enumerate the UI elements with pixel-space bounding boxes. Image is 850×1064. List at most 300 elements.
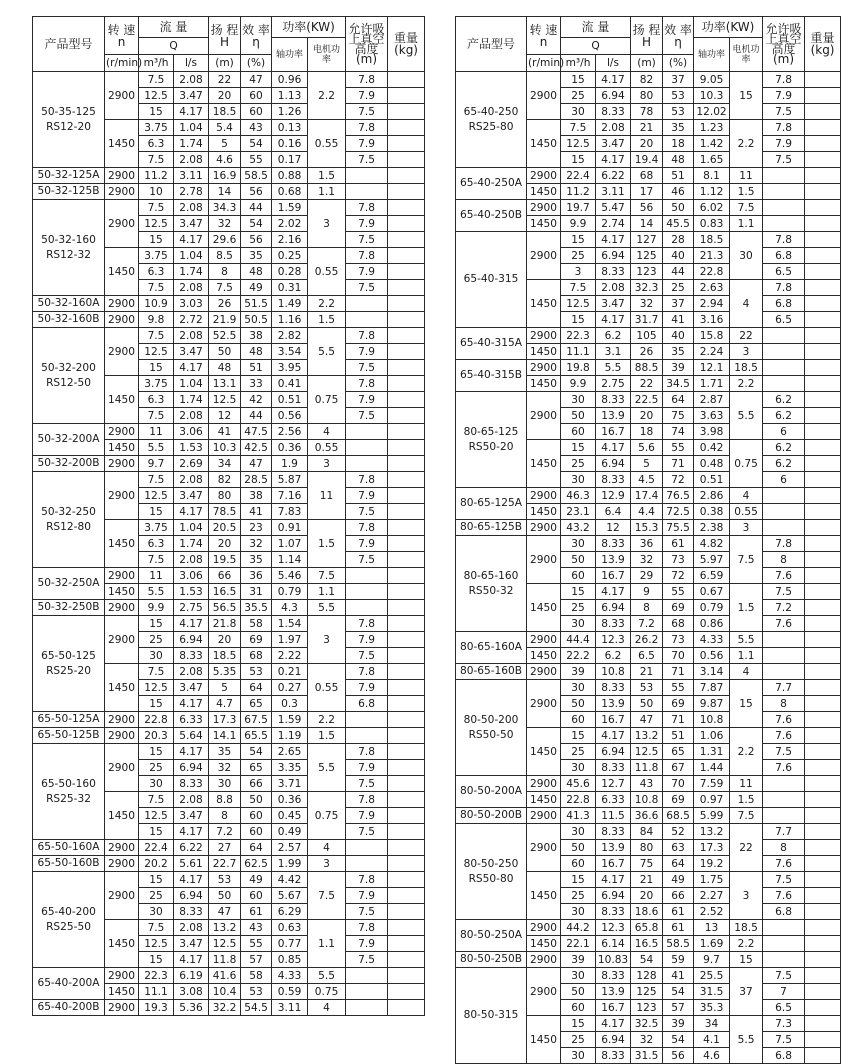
efficiency-cell: 35 bbox=[241, 248, 272, 264]
npsh-cell bbox=[763, 520, 805, 536]
table-row bbox=[33, 456, 425, 472]
speed-cell: 2900 bbox=[527, 392, 561, 440]
flow-ls-cell: 8.33 bbox=[596, 824, 631, 840]
head-cell: 13.2 bbox=[631, 728, 663, 744]
weight-cell bbox=[805, 792, 841, 808]
npsh-cell: 6.2 bbox=[763, 408, 805, 424]
weight-cell bbox=[805, 440, 841, 456]
efficiency-cell: 44 bbox=[663, 264, 694, 280]
npsh-cell: 7.9 bbox=[346, 136, 388, 152]
shaft-power-cell: 2.86 bbox=[694, 488, 730, 504]
speed-cell: 1450 bbox=[527, 280, 561, 328]
motor-power-cell: 15 bbox=[730, 952, 763, 968]
shaft-power-cell: 34 bbox=[694, 1016, 730, 1032]
efficiency-cell: 56 bbox=[241, 184, 272, 200]
npsh-cell bbox=[346, 600, 388, 616]
model-cell: 80-65-125B bbox=[456, 520, 527, 536]
flow-ls-cell: 4.17 bbox=[596, 1016, 631, 1032]
npsh-cell bbox=[346, 312, 388, 328]
npsh-cell bbox=[763, 216, 805, 232]
npsh-cell: 6 bbox=[763, 424, 805, 440]
npsh-cell: 7.6 bbox=[763, 616, 805, 632]
npsh-cell: 7.9 bbox=[346, 344, 388, 360]
shaft-power-cell: 19.2 bbox=[694, 856, 730, 872]
shaft-power-cell: 0.96 bbox=[272, 72, 308, 88]
flow-ls-cell: 8.33 bbox=[174, 904, 209, 920]
head-cell: 18.5 bbox=[209, 104, 241, 120]
head-cell: 41.6 bbox=[209, 968, 241, 984]
head-cell: 47 bbox=[209, 904, 241, 920]
head-cell: 10.4 bbox=[209, 984, 241, 1000]
header-head-unit: (m) bbox=[631, 55, 663, 72]
flow-m3h-cell: 11.1 bbox=[139, 984, 174, 1000]
weight-cell bbox=[805, 632, 841, 648]
efficiency-cell: 54 bbox=[241, 744, 272, 760]
shaft-power-cell: 1.97 bbox=[272, 632, 308, 648]
flow-m3h-cell: 30 bbox=[139, 904, 174, 920]
flow-m3h-cell: 15 bbox=[561, 232, 596, 248]
npsh-cell: 7.8 bbox=[763, 232, 805, 248]
head-cell: 11.8 bbox=[209, 952, 241, 968]
shaft-power-cell: 0.79 bbox=[272, 584, 308, 600]
npsh-cell bbox=[763, 776, 805, 792]
efficiency-cell: 51.5 bbox=[241, 296, 272, 312]
weight-cell bbox=[388, 952, 425, 968]
model-cell: 65-50-125B bbox=[33, 728, 105, 744]
head-cell: 21 bbox=[631, 120, 663, 136]
weight-cell bbox=[388, 600, 425, 616]
model-cell: 65-40-315A bbox=[456, 328, 527, 360]
npsh-cell: 7.5 bbox=[763, 744, 805, 760]
flow-m3h-cell: 12.5 bbox=[139, 216, 174, 232]
head-cell: 20 bbox=[631, 136, 663, 152]
weight-cell bbox=[388, 584, 425, 600]
shaft-power-cell: 3.95 bbox=[272, 360, 308, 376]
motor-power-cell: 3 bbox=[730, 520, 763, 536]
flow-m3h-cell: 11.2 bbox=[561, 184, 596, 200]
header-eff-unit: (%) bbox=[241, 55, 272, 72]
npsh-cell: 7.8 bbox=[346, 472, 388, 488]
head-cell: 80 bbox=[631, 88, 663, 104]
shaft-power-cell: 0.88 bbox=[272, 168, 308, 184]
shaft-power-cell: 25.5 bbox=[694, 968, 730, 984]
shaft-power-cell: 4.33 bbox=[272, 968, 308, 984]
efficiency-cell: 43 bbox=[241, 120, 272, 136]
npsh-cell: 6.5 bbox=[763, 1000, 805, 1016]
npsh-cell: 7.6 bbox=[763, 712, 805, 728]
flow-m3h-cell: 15 bbox=[561, 872, 596, 888]
speed-cell: 1450 bbox=[105, 920, 139, 968]
flow-m3h-cell: 15 bbox=[139, 744, 174, 760]
header-speed-unit: (r/min) bbox=[105, 55, 139, 72]
model-cell: 65-40-315 bbox=[456, 232, 527, 328]
model-cell: 50-32-160A bbox=[33, 296, 105, 312]
flow-m3h-cell: 9.9 bbox=[561, 216, 596, 232]
head-cell: 65.8 bbox=[631, 920, 663, 936]
head-cell: 8 bbox=[209, 264, 241, 280]
npsh-cell: 7.5 bbox=[346, 504, 388, 520]
npsh-cell bbox=[763, 344, 805, 360]
efficiency-cell: 58.5 bbox=[241, 168, 272, 184]
weight-cell bbox=[388, 856, 425, 872]
efficiency-cell: 38 bbox=[241, 488, 272, 504]
weight-cell bbox=[388, 216, 425, 232]
weight-cell bbox=[805, 664, 841, 680]
flow-m3h-cell: 5.5 bbox=[139, 440, 174, 456]
shaft-power-cell: 3.71 bbox=[272, 776, 308, 792]
flow-ls-cell: 6.14 bbox=[596, 936, 631, 952]
shaft-power-cell: 0.59 bbox=[272, 984, 308, 1000]
flow-m3h-cell: 7.5 bbox=[139, 280, 174, 296]
npsh-cell: 6.2 bbox=[763, 440, 805, 456]
efficiency-cell: 54 bbox=[241, 136, 272, 152]
flow-m3h-cell: 22.3 bbox=[561, 328, 596, 344]
flow-m3h-cell: 9.9 bbox=[561, 376, 596, 392]
flow-ls-cell: 2.08 bbox=[174, 920, 209, 936]
head-cell: 82 bbox=[631, 72, 663, 88]
flow-m3h-cell: 9.8 bbox=[139, 312, 174, 328]
flow-m3h-cell: 15 bbox=[561, 72, 596, 88]
efficiency-cell: 53 bbox=[663, 88, 694, 104]
head-cell: 18.6 bbox=[631, 904, 663, 920]
efficiency-cell: 48 bbox=[241, 344, 272, 360]
header-power: 功率(KW) bbox=[694, 17, 763, 38]
header-head bbox=[209, 17, 241, 55]
weight-cell bbox=[805, 248, 841, 264]
flow-m3h-cell: 3 bbox=[561, 264, 596, 280]
speed-cell: 1450 bbox=[105, 440, 139, 456]
flow-m3h-cell: 20.2 bbox=[139, 856, 174, 872]
weight-cell bbox=[805, 1032, 841, 1048]
shaft-power-cell: 5.87 bbox=[272, 472, 308, 488]
flow-m3h-cell: 25 bbox=[139, 888, 174, 904]
weight-cell bbox=[805, 424, 841, 440]
flow-m3h-cell: 60 bbox=[561, 568, 596, 584]
flow-ls-cell: 4.17 bbox=[596, 728, 631, 744]
head-cell: 5.6 bbox=[631, 440, 663, 456]
npsh-cell: 7.8 bbox=[346, 616, 388, 632]
model-cell: 50-32-160B bbox=[33, 312, 105, 328]
efficiency-cell: 40 bbox=[663, 248, 694, 264]
head-cell: 127 bbox=[631, 232, 663, 248]
shaft-power-cell: 3.16 bbox=[694, 312, 730, 328]
model-cell: 50-32-160 RS12-32 bbox=[33, 200, 105, 296]
efficiency-cell: 69 bbox=[241, 632, 272, 648]
flow-ls-cell: 8.33 bbox=[596, 104, 631, 120]
head-cell: 41 bbox=[209, 424, 241, 440]
flow-ls-cell: 3.11 bbox=[596, 184, 631, 200]
head-cell: 7.5 bbox=[209, 280, 241, 296]
npsh-cell: 7.5 bbox=[346, 952, 388, 968]
weight-cell bbox=[805, 216, 841, 232]
npsh-cell: 7.9 bbox=[346, 88, 388, 104]
motor-power-cell: 2.2 bbox=[308, 712, 346, 728]
flow-ls-cell: 2.72 bbox=[174, 312, 209, 328]
shaft-power-cell: 2.63 bbox=[694, 280, 730, 296]
shaft-power-cell: 15.8 bbox=[694, 328, 730, 344]
efficiency-cell: 53 bbox=[241, 984, 272, 1000]
weight-cell bbox=[805, 296, 841, 312]
header-flow-title: 流 量 bbox=[581, 20, 610, 34]
speed-cell: 1450 bbox=[527, 376, 561, 392]
weight-cell bbox=[388, 248, 425, 264]
flow-ls-cell: 6.94 bbox=[174, 888, 209, 904]
speed-cell: 1450 bbox=[527, 120, 561, 168]
efficiency-cell: 37 bbox=[663, 72, 694, 88]
npsh-cell: 7.8 bbox=[763, 120, 805, 136]
table-row bbox=[456, 392, 841, 408]
flow-m3h-cell: 7.5 bbox=[561, 280, 596, 296]
shaft-power-cell: 2.38 bbox=[694, 520, 730, 536]
table-row bbox=[33, 616, 425, 632]
head-cell: 29.6 bbox=[209, 232, 241, 248]
flow-m3h-cell: 60 bbox=[561, 424, 596, 440]
flow-m3h-cell: 25 bbox=[561, 744, 596, 760]
flow-ls-cell: 12.9 bbox=[596, 488, 631, 504]
motor-power-cell: 2.2 bbox=[730, 376, 763, 392]
npsh-cell: 6.5 bbox=[763, 312, 805, 328]
motor-power-cell: 2.2 bbox=[308, 296, 346, 312]
shaft-power-cell: 2.02 bbox=[272, 216, 308, 232]
efficiency-cell: 75 bbox=[663, 408, 694, 424]
flow-m3h-cell: 7.5 bbox=[561, 120, 596, 136]
flow-ls-cell: 13.9 bbox=[596, 840, 631, 856]
shaft-power-cell: 3.11 bbox=[272, 1000, 308, 1016]
speed-cell: 1450 bbox=[105, 984, 139, 1000]
header-head-unit: (m) bbox=[209, 55, 241, 72]
npsh-cell: 7.5 bbox=[763, 872, 805, 888]
weight-cell bbox=[805, 280, 841, 296]
table-body bbox=[33, 72, 425, 1016]
table-header bbox=[456, 17, 841, 72]
flow-ls-cell: 2.08 bbox=[174, 408, 209, 424]
npsh-cell bbox=[346, 584, 388, 600]
flow-ls-cell: 13.9 bbox=[596, 984, 631, 1000]
npsh-cell bbox=[346, 840, 388, 856]
weight-cell bbox=[805, 200, 841, 216]
head-cell: 8.5 bbox=[209, 248, 241, 264]
flow-ls-cell: 4.17 bbox=[174, 744, 209, 760]
flow-ls-cell: 4.17 bbox=[174, 504, 209, 520]
flow-m3h-cell: 23.1 bbox=[561, 504, 596, 520]
weight-cell bbox=[805, 72, 841, 88]
model-cell: 65-50-160A bbox=[33, 840, 105, 856]
speed-cell: 2900 bbox=[105, 728, 139, 744]
flow-ls-cell: 10.83 bbox=[596, 952, 631, 968]
shaft-power-cell: 0.48 bbox=[694, 456, 730, 472]
model-cell: 80-65-125A bbox=[456, 488, 527, 520]
motor-power-cell: 5.5 bbox=[308, 328, 346, 376]
npsh-cell: 6.5 bbox=[763, 264, 805, 280]
head-cell: 36.6 bbox=[631, 808, 663, 824]
weight-cell bbox=[388, 280, 425, 296]
flow-ls-cell: 2.08 bbox=[174, 552, 209, 568]
flow-m3h-cell: 7.5 bbox=[139, 200, 174, 216]
shaft-power-cell: 17.3 bbox=[694, 840, 730, 856]
header-weight-unit: (kg) bbox=[394, 43, 418, 57]
efficiency-cell: 75.5 bbox=[663, 520, 694, 536]
header-head bbox=[631, 17, 663, 55]
speed-cell: 1450 bbox=[527, 504, 561, 520]
flow-ls-cell: 11.5 bbox=[596, 808, 631, 824]
header-efficiency bbox=[241, 17, 272, 55]
motor-power-cell: 37 bbox=[730, 968, 763, 1016]
motor-power-cell: 0.55 bbox=[308, 440, 346, 456]
shaft-power-cell: 1.31 bbox=[694, 744, 730, 760]
head-cell: 20 bbox=[631, 408, 663, 424]
efficiency-cell: 71 bbox=[663, 664, 694, 680]
motor-power-cell: 0.55 bbox=[308, 248, 346, 296]
weight-cell bbox=[805, 264, 841, 280]
model-cell: 80-50-200B bbox=[456, 808, 527, 824]
shaft-power-cell: 12.1 bbox=[694, 360, 730, 376]
npsh-cell: 7.8 bbox=[763, 280, 805, 296]
motor-power-cell: 0.55 bbox=[308, 664, 346, 712]
weight-cell bbox=[805, 984, 841, 1000]
head-cell: 56 bbox=[631, 200, 663, 216]
flow-m3h-cell: 11.2 bbox=[139, 168, 174, 184]
efficiency-cell: 64 bbox=[241, 840, 272, 856]
efficiency-cell: 73 bbox=[663, 632, 694, 648]
shaft-power-cell: 1.69 bbox=[694, 936, 730, 952]
weight-cell bbox=[805, 344, 841, 360]
flow-m3h-cell: 30 bbox=[561, 536, 596, 552]
weight-cell bbox=[805, 360, 841, 376]
flow-ls-cell: 3.08 bbox=[174, 984, 209, 1000]
flow-ls-cell: 8.33 bbox=[596, 536, 631, 552]
weight-cell bbox=[805, 840, 841, 856]
npsh-cell: 7.5 bbox=[763, 1032, 805, 1048]
weight-cell bbox=[805, 680, 841, 696]
flow-ls-cell: 3.47 bbox=[596, 296, 631, 312]
table-row bbox=[456, 536, 841, 552]
npsh-cell bbox=[763, 808, 805, 824]
efficiency-cell: 31 bbox=[241, 584, 272, 600]
shaft-power-cell: 1.07 bbox=[272, 536, 308, 552]
efficiency-cell: 54 bbox=[241, 216, 272, 232]
flow-ls-cell: 3.47 bbox=[174, 88, 209, 104]
weight-cell bbox=[388, 984, 425, 1000]
model-cell: 80-50-200A bbox=[456, 776, 527, 808]
speed-cell: 2900 bbox=[527, 776, 561, 792]
flow-m3h-cell: 19.7 bbox=[561, 200, 596, 216]
header-model: 产品型号 bbox=[456, 17, 527, 72]
motor-power-cell: 0.75 bbox=[730, 440, 763, 488]
shaft-power-cell: 0.67 bbox=[694, 584, 730, 600]
head-cell: 31.7 bbox=[631, 312, 663, 328]
header-flow-unit-m3h: m³/h bbox=[139, 55, 174, 72]
npsh-cell bbox=[346, 984, 388, 1000]
efficiency-cell: 65 bbox=[241, 760, 272, 776]
npsh-cell: 7.8 bbox=[346, 664, 388, 680]
speed-cell: 1450 bbox=[527, 648, 561, 664]
shaft-power-cell: 1.49 bbox=[272, 296, 308, 312]
efficiency-cell: 74 bbox=[663, 424, 694, 440]
motor-power-cell: 18.5 bbox=[730, 360, 763, 376]
flow-m3h-cell: 15 bbox=[139, 232, 174, 248]
flow-ls-cell: 4.17 bbox=[174, 360, 209, 376]
efficiency-cell: 52 bbox=[663, 824, 694, 840]
weight-cell bbox=[388, 808, 425, 824]
npsh-cell: 7.8 bbox=[346, 200, 388, 216]
model-cell: 50-32-125B bbox=[33, 184, 105, 200]
flow-ls-cell: 8.33 bbox=[596, 472, 631, 488]
motor-power-cell: 1.1 bbox=[730, 648, 763, 664]
head-cell: 50 bbox=[209, 344, 241, 360]
weight-cell bbox=[805, 392, 841, 408]
head-cell: 8 bbox=[631, 600, 663, 616]
efficiency-cell: 56 bbox=[241, 232, 272, 248]
model-cell: 50-35-125 RS12-20 bbox=[33, 72, 105, 168]
model-cell: 50-32-200B bbox=[33, 456, 105, 472]
npsh-cell bbox=[763, 360, 805, 376]
flow-m3h-cell: 30 bbox=[561, 104, 596, 120]
weight-cell bbox=[388, 440, 425, 456]
motor-power-cell: 1.1 bbox=[308, 584, 346, 600]
flow-ls-cell: 3.03 bbox=[174, 296, 209, 312]
flow-ls-cell: 13.9 bbox=[596, 408, 631, 424]
head-cell: 78.5 bbox=[209, 504, 241, 520]
efficiency-cell: 68 bbox=[663, 616, 694, 632]
table-row bbox=[33, 472, 425, 488]
npsh-cell: 6.8 bbox=[346, 696, 388, 712]
motor-power-cell: 2.2 bbox=[730, 728, 763, 776]
npsh-cell: 7.9 bbox=[346, 760, 388, 776]
flow-m3h-cell: 22.4 bbox=[139, 840, 174, 856]
flow-m3h-cell: 3.75 bbox=[139, 520, 174, 536]
npsh-cell bbox=[346, 296, 388, 312]
table-row bbox=[456, 952, 841, 968]
head-cell: 125 bbox=[631, 984, 663, 1000]
flow-m3h-cell: 50 bbox=[561, 408, 596, 424]
flow-ls-cell: 5.64 bbox=[174, 728, 209, 744]
flow-ls-cell: 6.22 bbox=[596, 168, 631, 184]
weight-cell bbox=[388, 888, 425, 904]
npsh-cell: 7.5 bbox=[346, 280, 388, 296]
flow-ls-cell: 6.94 bbox=[596, 600, 631, 616]
npsh-cell: 7.5 bbox=[346, 776, 388, 792]
efficiency-cell: 69 bbox=[663, 696, 694, 712]
flow-ls-cell: 4.17 bbox=[596, 440, 631, 456]
flow-ls-cell: 1.74 bbox=[174, 392, 209, 408]
npsh-cell bbox=[346, 728, 388, 744]
header-weight bbox=[388, 17, 425, 72]
speed-cell: 2900 bbox=[527, 664, 561, 680]
npsh-cell: 7.7 bbox=[763, 680, 805, 696]
flow-ls-cell: 8.33 bbox=[596, 904, 631, 920]
table-row bbox=[33, 72, 425, 88]
header-motor-power: 电机功率 bbox=[730, 38, 763, 72]
model-cell: 80-65-160A bbox=[456, 632, 527, 664]
npsh-cell: 7.8 bbox=[346, 920, 388, 936]
efficiency-cell: 47 bbox=[241, 72, 272, 88]
shaft-power-cell: 7.83 bbox=[272, 504, 308, 520]
header-speed-title: 转 速 bbox=[529, 22, 558, 37]
flow-ls-cell: 2.69 bbox=[174, 456, 209, 472]
table-row bbox=[33, 200, 425, 216]
motor-power-cell: 11 bbox=[730, 168, 763, 184]
flow-m3h-cell: 15 bbox=[139, 952, 174, 968]
weight-cell bbox=[805, 616, 841, 632]
motor-power-cell: 22 bbox=[730, 824, 763, 872]
flow-m3h-cell: 25 bbox=[561, 88, 596, 104]
table-row bbox=[33, 328, 425, 344]
flow-ls-cell: 4.17 bbox=[174, 696, 209, 712]
header-weight bbox=[805, 17, 841, 72]
shaft-power-cell: 0.91 bbox=[272, 520, 308, 536]
shaft-power-cell: 0.56 bbox=[272, 408, 308, 424]
npsh-cell: 7.5 bbox=[346, 360, 388, 376]
